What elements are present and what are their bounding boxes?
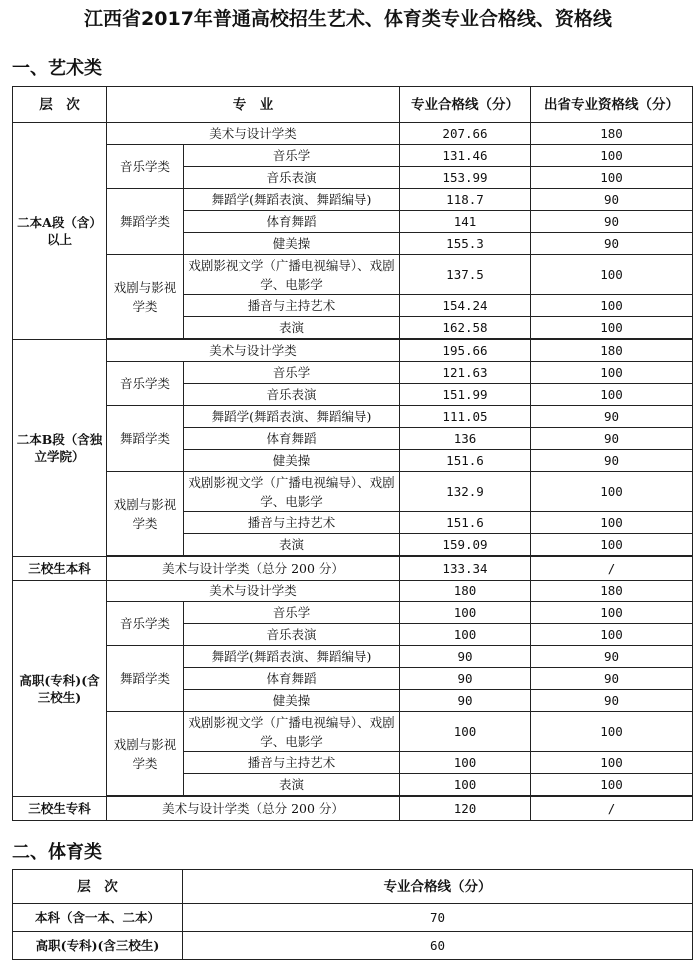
score-cell: 100 <box>400 602 531 624</box>
major-cell: 美术与设计学类 <box>107 123 400 145</box>
score-cell: 195.66 <box>400 340 531 362</box>
score-cell: 180 <box>531 340 693 362</box>
score-cell: 100 <box>531 624 693 646</box>
group-cell: 舞蹈学类 <box>107 406 184 472</box>
major-cell: 表演 <box>184 774 400 796</box>
score-cell: 90 <box>400 646 531 668</box>
score-cell: 180 <box>400 581 531 602</box>
score-cell: 90 <box>531 189 693 211</box>
level-cell: 三校生专科 <box>13 797 107 821</box>
major-cell: 美术与设计学类 <box>107 581 400 602</box>
level-cell: 本科（含一本、二本） <box>13 904 183 932</box>
score-cell: 121.63 <box>400 362 531 384</box>
group-cell: 音乐学类 <box>107 145 184 189</box>
level-cell: 高职(专科)(含三校生) <box>13 581 107 797</box>
score-cell: 90 <box>531 428 693 450</box>
section-sports-heading: 二、体育类 <box>12 842 102 863</box>
score-cell: 111.05 <box>400 406 531 428</box>
score-cell: 90 <box>400 668 531 690</box>
score-cell: 100 <box>400 752 531 774</box>
major-cell: 戏剧影视文学（广播电视编导）、戏剧学、电影学 <box>184 712 400 752</box>
group-cell: 戏剧与影视学类 <box>107 472 184 556</box>
major-cell: 表演 <box>184 534 400 556</box>
score-cell: 136 <box>400 428 531 450</box>
header-major: 专 业 <box>107 87 400 123</box>
major-cell: 健美操 <box>184 690 400 712</box>
score-cell: 90 <box>531 233 693 255</box>
score-cell: 180 <box>531 581 693 602</box>
score-cell: 90 <box>531 406 693 428</box>
score-cell: 100 <box>531 774 693 796</box>
score-cell: 100 <box>531 472 693 512</box>
score-cell: 90 <box>400 690 531 712</box>
major-cell: 音乐学 <box>184 145 400 167</box>
score-cell: 153.99 <box>400 167 531 189</box>
score-cell: 100 <box>531 317 693 339</box>
level-cell: 二本A段（含）以上 <box>13 123 107 340</box>
major-cell: 舞蹈学(舞蹈表演、舞蹈编导) <box>184 646 400 668</box>
major-cell: 音乐学 <box>184 362 400 384</box>
score-cell: 100 <box>531 145 693 167</box>
score-cell: 180 <box>531 123 693 145</box>
score-cell: 60 <box>183 932 693 960</box>
score-cell: 159.09 <box>400 534 531 556</box>
score-cell: 154.24 <box>400 295 531 317</box>
score-cell: 90 <box>531 211 693 233</box>
group-cell: 戏剧与影视学类 <box>107 255 184 339</box>
major-cell: 戏剧影视文学（广播电视编导）、戏剧学、电影学 <box>184 255 400 295</box>
major-cell: 戏剧影视文学（广播电视编导）、戏剧学、电影学 <box>184 472 400 512</box>
score-cell: 100 <box>531 534 693 556</box>
major-cell: 美术与设计学类（总分 200 分） <box>107 797 400 821</box>
score-cell: / <box>531 797 693 821</box>
group-cell: 戏剧与影视学类 <box>107 712 184 796</box>
score-cell: 100 <box>531 752 693 774</box>
major-cell: 播音与主持艺术 <box>184 512 400 534</box>
section-art-heading: 一、艺术类 <box>12 58 102 79</box>
major-cell: 音乐表演 <box>184 624 400 646</box>
score-cell: 100 <box>531 362 693 384</box>
header-level: 层 次 <box>13 870 183 904</box>
major-cell: 音乐表演 <box>184 167 400 189</box>
score-cell: 100 <box>531 255 693 295</box>
group-cell: 舞蹈学类 <box>107 189 184 255</box>
score-cell: 100 <box>531 295 693 317</box>
level-cell: 二本B段（含独立学院） <box>13 340 107 557</box>
score-cell: 100 <box>400 774 531 796</box>
art-table <box>12 86 693 821</box>
score-cell: 100 <box>531 512 693 534</box>
score-cell: 133.34 <box>400 557 531 581</box>
header-out-province-score: 出省专业资格线（分） <box>531 87 693 123</box>
page-title: 江西省2017年普通高校招生艺术、体育类专业合格线、资格线 <box>84 8 612 30</box>
major-cell: 播音与主持艺术 <box>184 752 400 774</box>
score-cell: 141 <box>400 211 531 233</box>
group-cell: 舞蹈学类 <box>107 646 184 712</box>
score-cell: / <box>531 557 693 581</box>
score-cell: 100 <box>531 712 693 752</box>
major-cell: 体育舞蹈 <box>184 211 400 233</box>
header-qual-score: 专业合格线（分） <box>183 870 693 904</box>
score-cell: 151.6 <box>400 512 531 534</box>
score-cell: 131.46 <box>400 145 531 167</box>
score-cell: 90 <box>531 668 693 690</box>
header-qual-score: 专业合格线（分） <box>400 87 531 123</box>
major-cell: 音乐学 <box>184 602 400 624</box>
score-cell: 100 <box>531 384 693 406</box>
score-cell: 100 <box>400 712 531 752</box>
score-cell: 118.7 <box>400 189 531 211</box>
score-cell: 90 <box>531 450 693 472</box>
group-cell: 音乐学类 <box>107 362 184 406</box>
score-cell: 162.58 <box>400 317 531 339</box>
major-cell: 美术与设计学类 <box>107 340 400 362</box>
major-cell: 音乐表演 <box>184 384 400 406</box>
score-cell: 100 <box>531 602 693 624</box>
level-cell: 三校生本科 <box>13 557 107 581</box>
score-cell: 100 <box>400 624 531 646</box>
level-cell: 高职(专科)(含三校生) <box>13 932 183 960</box>
sports-table <box>12 869 693 960</box>
score-cell: 151.6 <box>400 450 531 472</box>
score-cell: 155.3 <box>400 233 531 255</box>
major-cell: 健美操 <box>184 450 400 472</box>
score-cell: 137.5 <box>400 255 531 295</box>
score-cell: 151.99 <box>400 384 531 406</box>
score-cell: 90 <box>531 646 693 668</box>
major-cell: 舞蹈学(舞蹈表演、舞蹈编导) <box>184 406 400 428</box>
score-cell: 132.9 <box>400 472 531 512</box>
header-level: 层 次 <box>13 87 107 123</box>
major-cell: 播音与主持艺术 <box>184 295 400 317</box>
major-cell: 健美操 <box>184 233 400 255</box>
group-cell: 音乐学类 <box>107 602 184 646</box>
score-cell: 207.66 <box>400 123 531 145</box>
major-cell: 美术与设计学类（总分 200 分） <box>107 557 400 581</box>
major-cell: 舞蹈学(舞蹈表演、舞蹈编导) <box>184 189 400 211</box>
major-cell: 表演 <box>184 317 400 339</box>
score-cell: 100 <box>531 167 693 189</box>
major-cell: 体育舞蹈 <box>184 428 400 450</box>
score-cell: 70 <box>183 904 693 932</box>
score-cell: 120 <box>400 797 531 821</box>
major-cell: 体育舞蹈 <box>184 668 400 690</box>
score-cell: 90 <box>531 690 693 712</box>
